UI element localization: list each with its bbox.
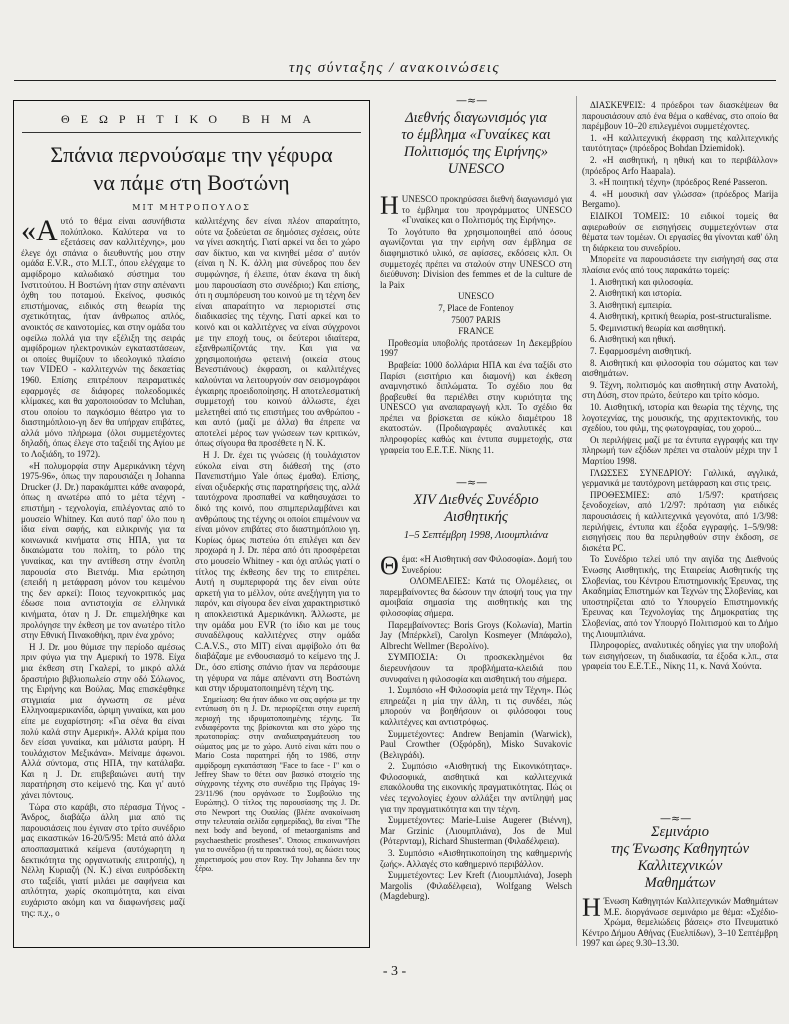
paragraph: έμα: «Η Αισθητική σαν Φιλοσοφία». Δομή του Συνεδρίου:: [401, 554, 572, 575]
article-title: [14, 141, 369, 197]
seminar-heading: [580, 824, 780, 892]
paragraph: Προθεσμία υποβολής προτάσεων 1η Δεκεμβρίου 1997: [380, 337, 572, 359]
paragraph: Πληροφορίες, αναλυτικές οδηγίες για την υποβολή των εισηγήσεων, τη διαδικασία, τα έξοδα κ.λπ., στα γραφεία του Ε.Ε.Τ.Ε., Νίκης 11, κ. Νανά Χούντα.: [582, 640, 778, 672]
heading-line: το έμβλημα «Γυναίκες και: [401, 127, 551, 143]
paragraph: Η J. Dr. έχει τις γνώσεις (ή τουλάχιστον εύκολα είναι στη διάθεσή της (στο Πανεπιστήμιο Yale όπως έμαθα). Επίσης, είναι οξυδερκής στις παρατηρήσεις της, αλλά ταυτόχρονα προσπαθεί να καθησυχάσει το δικό της κοινό, που σπιμπεριλαμβάνει και ανθρώπους της τέχνης οι οποίοι επιμένουν να είναι μόνον επιβάτες στο διαστημόπλοιο γη. Κυρίως όμως πιστεύω ότι επιλέγει και δεν προχωρά η J. Dr. πέρα από ότι προσφέρεται στο μουσείο Whitney - και όχι απλώς γιατί ο τίτλος της έκθεσης δεν της το επιτρέπει. Αυτή η συμπεριφορά της δεν είναι ούτε αρκετή για το μέλλον, ούτε ανεξήγητη για το παρόν, και σίγουρα δεν είναι χαρακτηριστικό η αποκλειστικά Αμερικάνικη. Άλλωστε, με την ομάδα μου EVR (το ίδιο και με τους συναδέλφους καλλιτέχνες στην ομάδα C.A.V.S., στο MIT) είναι αμφίβολο ότι θα διαβάζαμε με ενθουσιασμό το κείμενο της J. Dr., όσο επίσης σπάνιο ήταν να περάσουμε τη γέφυρα να πάμε απέναντι στη Βοστώνη και στην ιδρυματοποιημένη τέχνη της.: [195, 450, 360, 694]
heading-line: XIV Διεθνές Συνέδριο: [413, 492, 539, 508]
paragraph: Μπορείτε να παρουσιάσετε την εισήγησή σας στα πλαίσια ενός από τους παρακάτω τομείς:: [582, 254, 778, 275]
article-column-2: [195, 216, 360, 941]
paragraph: Συμμετέχοντες: Lev Kreft (Λιουμπλιάνα), Joseph Margolis (Φιλαδέλφεια), Wolfgang Welsch (Magdeburg).: [380, 870, 572, 902]
address-line: UNESCO: [457, 291, 494, 302]
paragraph: ΟΛΟΜΕΛΕΙΕΣ: Κατά τις Ολομέλειες, οι παρεμβαίνοντες θα δώσουν την άποψή τους για την αμοιβαία σημασία της αισθητικής και της φιλοσοφίας σήμερα.: [380, 576, 572, 618]
paragraph: 2. «Η αισθητική, η ηθική και το περιβάλλον» (πρόεδρος Arfo Haapala).: [582, 154, 778, 176]
heading-line: της Ένωσης Καθηγητών: [610, 841, 750, 857]
running-header: της σύνταξης / ανακοινώσεις: [289, 60, 500, 76]
paragraph: Η J. Dr. μου θύμισε την περίοδο αμέσως πριν φύγω για την Αμερική το 1978. Είχα μια έκθεση στη Γκαλερί, το μικρό αλλά δραστήριο βιβλιοπωλείο στην οδό Σόλωνος, της Ειρήνης και Βούλας. Μας επισκέφθηκε στιγμιαία μια άγνωστη σε μένα Ελληνοαμερικανίδα, ώριμη γυναίκα, και μου είπε με ευχαρίστηση: «Για σένα θα είναι πολύ καλά στην Αμερική». Αλλά κρίμα που δεν είσαι γυναίκα, και μάλιστα μαύρη. Η τουλάχιστον Μεξικάνα». Μείναμε άφωνοι. Αλλά σύντομα, στις ΗΠΑ, την κατάλαβα. Και η J. Dr. επιβεβαιώνει αυτή την παρατήρηση στο κείμενό της. Και γι' αυτό χάνει πόντους.: [21, 641, 185, 801]
drop-cap: Θ: [380, 554, 399, 580]
heading-line: Αισθητικής: [444, 509, 508, 525]
address-line: FRANCE: [458, 326, 494, 337]
paragraph: 4. «Η μουσική σαν γλώσσα» (πρόεδρος Marija Bergamo).: [582, 188, 778, 210]
heading-line: UNESCO: [447, 161, 505, 177]
heading-line: Μαθημάτων: [644, 875, 716, 891]
ornament-icon: —≈—: [456, 94, 488, 107]
paragraph: Το λογότυπο θα χρησιμοποιηθεί από όσους αγωνίζονται για την ειρήνη σαν έμβλημα σε διαφημιστικό υλικό, σε αφίσσες, εκδόσεις κλπ. Οι συμμετοχές πρέπει να σταλούν στην UNESCO στη διεύθυνση: Division des femmes et de la culture de la Paix: [380, 226, 572, 290]
drop-cap: «Α: [21, 216, 58, 247]
paragraph: 3. «Η ποιητική τέχνη» (πρόεδρος René Passeron.: [590, 177, 768, 188]
congress-date: 1–5 Σεπτέμβρη 1998, Λιουμπλιάνα: [403, 530, 549, 541]
paragraph: 1. «Η καλλιτεχνική έκφραση της καλλιτεχνικής ταυτότητας» (πρόεδρος Bohdan Dziemidok).: [582, 132, 778, 154]
paragraph: ΔΙΑΣΚΕΨΕΙΣ: 4 πρόεδροι των διασκέψεων θα παρουσιάσουν από ένα θέμα ο καθένας, στο οποίο θα παρέμβουν 10–20 επιλεγμένοι συμμετέχοντες.: [582, 100, 778, 132]
list-item: 10. Αισθητική, ιστορία και θεωρία της τέχνης, της λογοτεχνίας, της μουσικής, της αρχιτεκτονικής, του σχεδίου, του φιλμ, της φωτογραφίας, του χορού...: [582, 402, 778, 434]
paragraph: Συμμετέχοντες: Marie-Luise Augerer (Βιέννη), Mar Grzinic (Λιουμπλιάνα), Jos de Mul (Ρότερνταμ), Richard Shusterman (Φιλαδέλφεια).: [380, 815, 572, 847]
unesco-body: [380, 194, 572, 464]
paragraph: ΠΡΟΘΕΣΜΙΕΣ: από 1/5/97: κρατήσεις ξενοδοχείων, από 1/2/97: πρόταση για ειδικές παρουσιάσεις ή καλλιτεχνικά γεγονότα, από 1/3/98: περιλήψεις, έντυπα και έξοδα εγγραφής. 1–5/9/98: εισηγήσεις που θα περιληφθούν στην έκδοση, σε δισκέτα PC.: [582, 489, 778, 553]
heading-line: Σεμινάριο: [651, 824, 709, 840]
ornament-icon: —≈—: [660, 812, 692, 825]
address-line: 75007 PARIS: [451, 314, 501, 325]
article-author: ΜΙΤ ΜΗΤΡΟΠΟΥΛΟΣ: [132, 203, 251, 212]
seminar-body: [582, 896, 778, 961]
paragraph: Παρεμβαίνοντες: Boris Groys (Κολωνία), Martin Jay (Μπέρκλεϊ), Carolyn Kosmeyer (Μπάφαλο), Albrecht Wellmer (Βερολίνο).: [380, 619, 572, 651]
ornament-icon: —≈—: [456, 476, 488, 489]
paragraph: Ένωση Καθηγητών Καλλιτεχνικών Μαθημάτων Μ.Ε. διοργάνωσε σεμινάριο με θέμα: «Σχέδιο-Χρώμα, θεμελιώδεις βάσεις» στο Πνευματικό Κέντρο Δήμου Αθήνας (Ευελπίδων), 3–10 Σεπτέμβρη 1997 και ώρες 9.30–13.30.: [582, 896, 778, 949]
heading-line: Πολιτισμός της Ειρήνης»: [403, 144, 549, 160]
paragraph: ΕΙΔΙΚΟΙ ΤΟΜΕΙΣ: 10 ειδικοί τομείς θα αφιερωθούν σε εισηγήσεις συμμετεχόντων στα θέματα των τομέων. Οι εργασίες θα γίνονται καθ' όλη τη διάρκεια του συνεδρίου.: [582, 210, 778, 253]
heading-line: Διεθνής διαγωνισμός για: [405, 110, 547, 126]
article-column-1: [21, 216, 185, 941]
congress-body: [380, 554, 572, 954]
paragraph: Το Συνέδριο τελεί υπό την αιγίδα της Διεθνούς Ένωσης Αισθητικής, της Εταιρείας Αισθητικής της Σλοβενίας, του Κέντρου Επιστημονικής Έρευνας, της Ακαδημίας Επιστημών και Τεχνών της Σλοβενίας, και υποστηρίζεται από το Υπουργείο Επιστημονικής Έρευνας και Τεχνολογίας της Δημοκρατίας της Σλοβενίας, από τον Υπουργό Πολιτισμού και το Δήμο της Λιουμπλιάνα.: [582, 554, 778, 639]
paragraph: 2. Συμπόσιο «Αισθητική της Εικονικότητας». Φιλοσοφικά, αισθητικά και καλλιτεχνικά επακόλουθα της εικονικής πραγματικότητας. Πώς οι νέες τεχνολογίες έχουν αλλάξει την αντίληψή μας για την πραγματικότητα και την τέχνη.: [380, 761, 572, 814]
list-item: 2. Αισθητική και ιστορία.: [590, 288, 682, 299]
paragraph: UNESCO προκηρύσσει διεθνή διαγωνισμό για το έμβλημα του προγράμματος UNESCO «Γυναίκες και ο Πολιτισμός της Ειρήνης».: [401, 194, 572, 226]
paragraph: Βραβεία: 1000 δολλάρια ΗΠΑ και ένα ταξίδι στο Παρίσι (εισιτήριο και διαμονή) και έκθεση αναμνηστικό διπλώματα. Το σχέδιο που θα βραβευθεί θα περιέλθει στην κυριότητα της UNESCO για αναπαραγωγή κλπ. Το σχέδιο θα πρέπει να βρίσκεται σε κύκλο διαμέτρου 18 εκατοστών. (Προδιαγραφές αναλυτικές και πληροφορίες καθώς και έντυπα συμμετοχής, στα γραφεία του Ε.Ε.Τ.Ε. Νίκης 11.: [380, 359, 572, 455]
paragraph: Οι περιλήψεις μαζί με τα έντυπα εγγραφής και την πληρωμή των εξόδων πρέπει να σταλούν μέχρι την 1 Μαρτίου 1998.: [582, 434, 778, 466]
section-rule: [22, 132, 361, 133]
paragraph: υτό το θέμα είναι ασυνήθιστα πολύπλοκο. Καλύτερα να το εξετάσεις σαν καλλιτέχνης», μου έλεγε όχι σπάνια ο διευθυντής μου στην ομάδα E.V.R., στο M.I.T., όπου ελέγχαμε το αμφίδρομο καλωδιακό σύστημα του Ινστιτούτου. Η Βοστώνη ήταν στην απέναντι όχθη του ποταμού. Εκείνος, φυσικός επιστήμονας, ειδικός στη θεωρία της σχετικότητας, ήταν άνθρωπος απλός, ανοικτός σε καινοτομίες, και στην ομάδα του οφείλω πολλά για την εξέλιξη της σειράς αμφίδρομων ηλεκτρονικών εγκαταστάσεων, οι οποίες θυμίζουν το ιδεολογικό πλαίσιο των VIDEO - καλλιτεχνών της δεκαετίας 1960. Επίσης επιτρέπουν πειραματικές εφαρμογές σε διάφορες πολεοδομικές κλίμακες, και θα χαροποιούσαν το Mcluhan, στου οποίου το παγκόσμιο θέατρο για το διαστημόπλοιο-γη δεν θα υπήρχαν επιβάτες, αλλά μόνο πλήρωμα (όλοι συμμετέχοντες δηλαδή, όπως έλεγε στο ταξειδί της Αγίου με το Λοξιάδη, το 1972).: [21, 216, 185, 460]
paragraph: Συμμετέχοντες: Andrew Benjamin (Warwick), Paul Crowther (Οξφόρδη), Misko Suvakovic (Βελιγράδι).: [380, 728, 572, 760]
list-item: 9. Τέχνη, πολιτισμός και αισθητική στην Ανατολή, στη Δύση, στον πρώτο, δεύτερο και τρίτο κόσμο.: [582, 379, 778, 401]
paragraph: «Η πολυμορφία στην Αμερικάνικη τέχνη 1975-96», όπως την παρουσιάζει η Johanna Drucker (J. Dr.) παρακάμπτει κάθε αναφορά, όπως η ανωτέρω από το μέτα τέχνη - επιστήμη - τεχνολογία, επιλέγοντας από το μουσείο Whitney. Και αυτό παρ' όλο που η ίδια είναι σαφής, και ειλικρινής για τα κοινωνικά κινήματα στις ΗΠΑ, για τα δικαιώματα του πολίτη, το ρόλο της γυναίκας, και την αντίθεση στην ένοπλη παρουσία στο Βιετνάμ. Μια ερώτηση (επειδή η μετάφραση μόνον του κειμένου της δεν αρκεί): Ποιος τεχνοκριτικός μας έδωσε ποια αντιστοιχία σε ελληνικά κινήματα, όταν η J. Dr. επιμελήθηκε και προλόγησε την έκθεση με τον ανωτέρο τίτλο στην Εθνική Πινακοθήκη, πριν ένα χρόνο;: [21, 460, 185, 641]
list-item: 1. Αισθητική και φιλοσοφία.: [590, 276, 694, 287]
list-item: 6. Αισθητική και ηθική.: [590, 334, 676, 345]
list-item: 7. Εφαρμοσμένη αισθητική.: [590, 346, 692, 357]
header-rule: [14, 80, 776, 81]
title-line-2: να πάμε στη Βοστώνη: [93, 170, 290, 195]
paragraph: ΣΥΜΠΟΣΙΑ: Οι προσκεκλημένοι θα διερευνήσουν τα προβλήματα-κλειδιά που συνυφαίνει η φιλοσοφία και αισθητική του σήμερα.: [380, 652, 572, 684]
note-paragraph: Σημείωση: Θα ήταν άδικο να σας αφήσω με την εντύπωση ότι η J. Dr. περιορίζεται στην ευρεπή περιοχή της ιδρυματοποιημένης τέχνης. Τα ενδιαφέροντα της βρίσκονται και στο χώρο της πρωτοπορίας: στην αναδιαπραγμάτευση του σώματος μας με το χώρο. Αυτό είναι κάτι που ο Mario Costa παρατηρεί ήδη το 1986, στην αμφίδρομη εγκατάσταση "Face to face - I" και ο Jeffrey Shaw το θέτει σαν βασικό στοιχείο της σύγχρονης τέχνης στο συνέδριο της Πράγας 19-23/11/96 (που οργάνωσε το Συμβούλιο της Ευρώπης). Ο τίτλος της παρουσίασης της J. Dr. στο Newport της Ουαλίας (βλέπε ανακοίνωση στην τελευταία σελίδα εφημερίδας), θα είναι "The next body and beyond, of metaorganisms and psychaesthetic prostheses". Όποιος επικοινωνήσει για το συνέδριο (ή τα πρακτικά του), ας δώσει τους χαιρετισμούς μου στον Roy. Την Johanna δεν την ξέρω.: [195, 694, 360, 874]
list-item: 8. Αισθητική και φιλοσοφία του σώματος και των αισθημάτων.: [582, 357, 778, 379]
address-line: 7, Place de Fontenoy: [438, 302, 514, 313]
paragraph: Τώρα στο καράβι, στο πέρασμα Τήνος - Άνδρος, διαβάζω άλλη μια από τις παρουσιάσεις που έγιναν στο τρίτο συνέδριο μας εικαστικών 16-20/5/95: Μετά από άλλα αποσπασματικά κείμενα (αυτόχωρητη η δεκτικότητα της οργανωτικής επιτροπής), η Νέλλη Κυριαζή (Ν. Κ.) είναι ευπρόσδεκτη στο ταξείδι, γιατί μιλάει με σαφήνεια και απλότητα, χωρίς σκοπιμότητα, και είναι ευχάριστο ακόμη και να διαφωνήσεις μαζί της: π.χ., ο: [21, 801, 185, 918]
drop-cap: Η: [582, 896, 601, 922]
section-label: ΘΕΩΡΗΤΙΚΟ ΒΗΜΑ: [60, 112, 323, 126]
paragraph: 1. Συμπόσιο «Η Φιλοσοφία μετά την Τέχνη». Πώς επηρεάζει η μία την άλλη, τι τις συνδέει, πώς μπορούν να βοηθήσουν οι φιλόσοφοι τους καλλιτέχνες και αντιστρόφως.: [380, 685, 572, 727]
unesco-heading: [376, 110, 576, 178]
paragraph: 3. Συμπόσιο «Αισθητικοποίηση της καθημερινής ζωής». Αλλαγές στο καθημερινό περιβάλλον.: [380, 848, 572, 869]
drop-cap: Η: [380, 194, 399, 220]
paragraph: ΓΛΩΣΣΕΣ ΣΥΝΕΔΡΙΟΥ: Γαλλικά, αγγλικά, γερμανικά με ταυτόχρονη μετάφραση και στις τρεις.: [582, 467, 778, 489]
congress-heading: [376, 492, 576, 526]
list-item: 4. Αισθητική, κριτική θεωρία, post-structuralisme.: [590, 311, 772, 322]
page-number: - 3 -: [382, 964, 407, 979]
list-item: 3. Αισθητική εμπειρία.: [590, 299, 673, 310]
column-divider: [576, 96, 577, 946]
list-item: 5. Φεμινιστική θεωρία και αισθητική.: [590, 322, 726, 333]
congress-continued: [582, 100, 778, 820]
paragraph: καλλιτέχνης δεν είναι πλέον απαραίτητο, ούτε να ξοδεύεται σε δημόσιες σχέσεις, ούτε να γίνει ασκητής. Γιατί αρκεί να δει το χώρο σαν δίκτυο, και να κινηθεί μέσα σ' αυτόν (είναι η Ν. Κ. άλλη μια σύνεδρος που δεν συμφώνησε, ή έλειπε, όταν έκανα τη δική μου παρουσίαση στο συνέδριο;) Και επίσης, ότι η συμπόρευση του κοινού με τη τέχνη δεν είναι απαραίτητο να περιοριστεί στις διαδικασίες της τέχνης. Γιατί αρκεί και το κοινό και οι καλλιτέχνες να είναι σύγχρονοι με την εποχή τους, οι δεύτεροι ιδιαίτερα, εξανθρωπίζοντάς την. Και για να χρησιμοποιήσω φετεινή (οικεία στους Βενεστιάνους) έκφραση, οι καλλιτέχνες καλούνται να λειτουργούν σαν σεισμογράφοι έγκαιρης προειδοποίησης. Η αποτελεσματική συμμετοχή του κοινού άλλωστε, έχει μελετηθεί από τις επιστήμες του ανθρώπου - και αυτό (μαζί με άλλα) θα έπρεπε να αποτελεί μέρος των γνώσεων των κριτικών, όπως σίγουρα θα προσέθετε η Ν. Κ.: [195, 216, 360, 449]
heading-line: Καλλιτεχνικών: [637, 858, 723, 874]
title-line-1: Σπάνια περνούσαμε την γέφυρα: [50, 142, 333, 167]
